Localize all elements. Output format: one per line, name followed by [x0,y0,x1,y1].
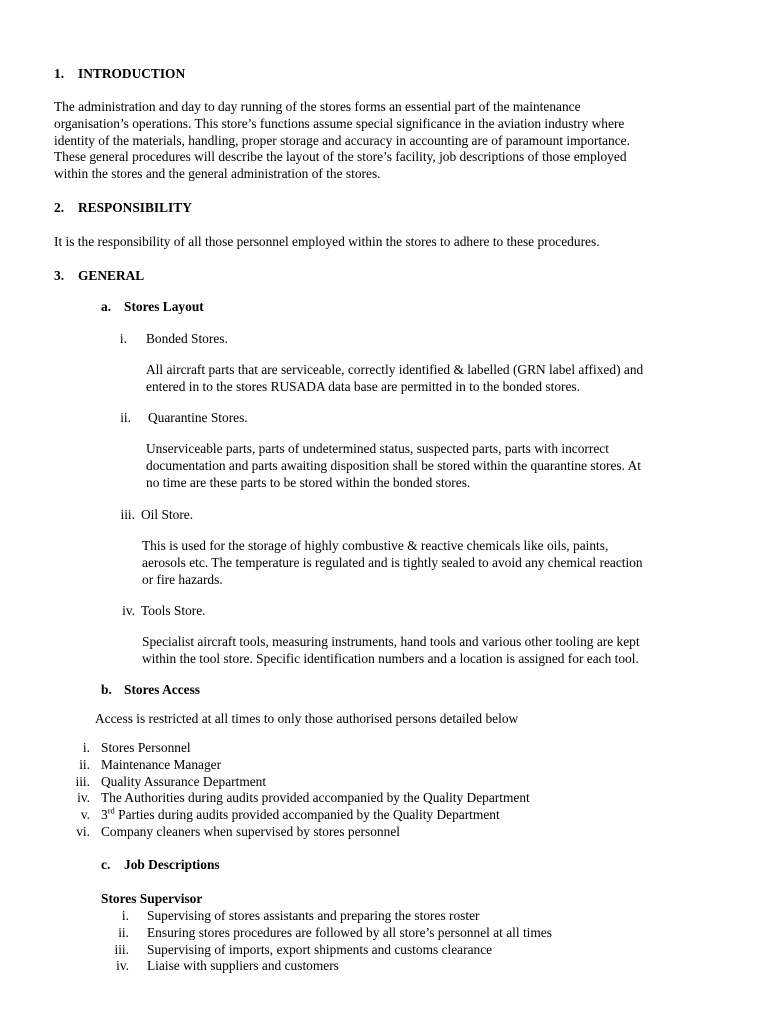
list-text: The Authorities during audits provided accompanied by the Quality Department [101,790,530,806]
subsection-b-heading: Stores Access [124,682,200,697]
list-text: Supervising of imports, export shipments and customs clearance [147,941,493,957]
section-3-number: 3. [54,268,65,283]
ordinal-number: 3 [101,807,108,823]
layout-item-numeral: ii. [120,410,131,425]
list-numeral: vi. [76,823,90,839]
list-text: Ensuring stores procedures are followed by all store’s personnel at all times [147,924,552,940]
subsection-a-letter: a. [101,299,112,314]
layout-item-description [146,441,641,491]
subsection-b-letter: b. [101,682,112,697]
text-line: documentation and parts awaiting disposition shall be stored within the quarantine stores. At [146,457,641,473]
layout-item-description [142,538,643,588]
access-intro: Access is restricted at all times to only those authorised persons detailed below [95,711,519,726]
text-line: Specialist aircraft tools, measuring instruments, hand tools and various other tooling are kept [142,634,640,649]
layout-item-numeral: iv. [122,603,135,618]
list-text: Company cleaners when supervised by stores personnel [101,823,400,839]
section-2-heading: RESPONSIBILITY [78,200,192,215]
layout-item-title: Tools Store. [141,603,206,618]
text-line: organisation’s operations. This store’s functions assume special significance in the aviation industry where [54,115,625,131]
list-numeral: ii. [118,924,129,940]
section-1-number: 1. [54,66,65,81]
responsibility-paragraph: It is the responsibility of all those personnel employed within the stores to adhere to these procedures. [54,234,600,249]
text-line: within the stores and the general administration of the stores. [54,166,381,182]
list-text: Maintenance Manager [101,756,222,772]
text-line: These general procedures will describe the layout of the store’s facility, job descriptions of those employed [54,149,627,165]
layout-item-title: Quarantine Stores. [148,410,248,425]
section-1-heading: INTRODUCTION [78,66,186,81]
text-line: aerosols etc. The temperature is regulated and is tightly sealed to avoid any chemical reaction [142,554,643,570]
text-line: within the tool store. Specific identification numbers and a location is assigned for each tool. [142,650,639,666]
section-3-heading: GENERAL [78,268,145,283]
role-heading: Stores Supervisor [101,891,203,906]
list-numeral: iii. [114,941,129,957]
text-line: Unserviceable parts, parts of undetermined status, suspected parts, parts with incorrect [146,441,609,456]
list-text-rest: Parties during audits provided accompanied by the Quality Department [114,807,500,823]
list-numeral: i. [82,740,90,755]
text-line: or fire hazards. [142,571,223,587]
subsection-c-heading: Job Descriptions [124,857,220,872]
text-line: This is used for the storage of highly combustive & reactive chemicals like oils, paints, [142,538,609,553]
list-text: Quality Assurance Department [101,773,267,789]
text-line: identity of the materials, handling, proper storage and accuracy in accounting are of paramount importance. [54,132,630,148]
list-text [101,807,500,824]
list-text: Stores Personnel [101,740,191,755]
list-numeral: iv. [77,790,90,806]
layout-item-numeral: iii. [120,507,135,522]
list-text: Supervising of stores assistants and preparing the stores roster [147,908,480,923]
list-text: Liaise with suppliers and customers [147,958,339,974]
text-line: All aircraft parts that are serviceable, correctly identified & labelled (GRN label affixed) and [146,362,644,377]
layout-item-title: Bonded Stores. [146,331,228,346]
text-line: entered in to the stores RUSADA data base are permitted in to the bonded stores. [146,378,580,394]
layout-item-description [146,362,643,396]
list-numeral: iv. [116,958,129,974]
list-numeral: i. [121,908,129,923]
text-line: no time are these parts to be stored within the bonded stores. [146,474,471,490]
introduction-paragraph [54,99,630,183]
list-numeral: iii. [75,773,90,789]
layout-item-description [142,634,640,668]
subsection-c-letter: c. [101,857,111,872]
list-numeral: ii. [79,756,90,772]
layout-item-numeral: i. [119,331,127,346]
text-line: The administration and day to day running of the stores forms an essential part of the maintenance [54,99,581,114]
subsection-a-heading: Stores Layout [124,299,204,314]
section-2-number: 2. [54,200,65,215]
list-numeral: v. [80,807,90,823]
ordinal-suffix: rd [107,805,115,816]
layout-item-title: Oil Store. [141,507,194,522]
